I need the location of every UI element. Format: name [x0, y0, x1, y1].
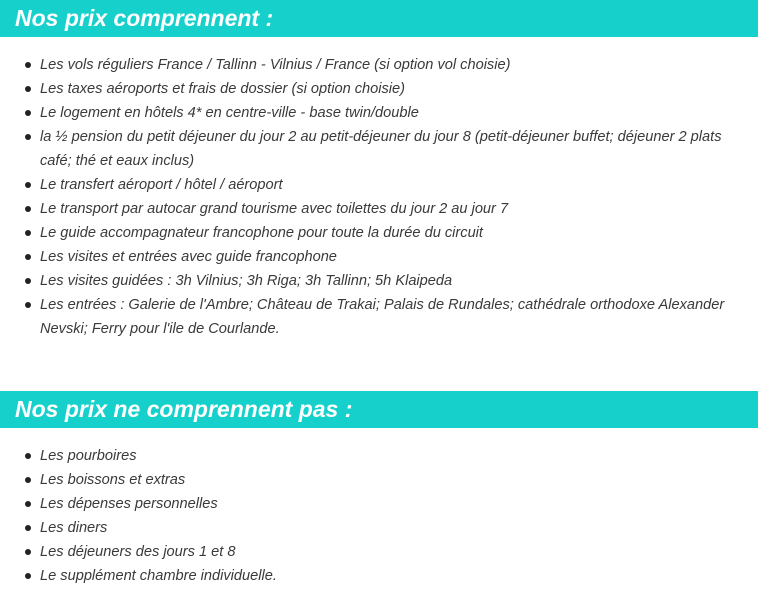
- bullet-icon: [25, 206, 31, 212]
- bullet-icon: [25, 182, 31, 188]
- list-item: [0, 468, 758, 492]
- list-item-text: Les diners: [40, 520, 108, 536]
- includes-list: [0, 53, 758, 341]
- bullet-icon: [25, 86, 31, 92]
- list-item-text: Les entrées : Galerie de l'Ambre; Château de Trakai; Palais de Rundales; cathédrale orthodoxe Alexander Nevski; Ferry pour l'ile de Courlande.: [40, 297, 725, 337]
- bullet-icon: [25, 278, 31, 284]
- bullet-icon: [25, 134, 31, 140]
- list-item: [0, 173, 758, 197]
- bullet-icon: [25, 62, 31, 68]
- bullet-icon: [25, 525, 31, 531]
- list-item: [0, 101, 758, 125]
- list-item: [0, 77, 758, 101]
- list-item: [0, 540, 758, 564]
- list-item: [0, 444, 758, 468]
- list-item: [0, 53, 758, 77]
- list-item-text: Le transport par autocar grand tourisme avec toilettes du jour 2 au jour 7: [40, 201, 509, 217]
- bullet-icon: [25, 110, 31, 116]
- excludes-section-title: Nos prix ne comprennent pas :: [0, 391, 758, 428]
- bullet-icon: [25, 254, 31, 260]
- excludes-list: [0, 444, 758, 588]
- list-item-text: Le supplément chambre individuelle.: [40, 568, 277, 584]
- list-item-text: Le transfert aéroport / hôtel / aéroport: [40, 177, 283, 193]
- bullet-icon: [25, 549, 31, 555]
- list-item-text: Les pourboires: [40, 448, 137, 464]
- list-item-text: Les visites et entrées avec guide francophone: [40, 249, 337, 265]
- list-item: [0, 245, 758, 269]
- list-item: [0, 492, 758, 516]
- list-item-text: la ½ pension du petit déjeuner du jour 2 au petit-déjeuner du jour 8 (petit-déjeuner buffet; déjeuner 2 plats café; thé et eaux inclus): [40, 129, 722, 169]
- list-item-text: Les taxes aéroports et frais de dossier (si option choisie): [40, 81, 406, 97]
- list-item: [0, 125, 758, 173]
- list-item: [0, 516, 758, 540]
- list-item: [0, 564, 758, 588]
- list-item: [0, 221, 758, 245]
- list-item-text: Le guide accompagnateur francophone pour toute la durée du circuit: [40, 225, 483, 241]
- list-item-text: Les dépenses personnelles: [40, 496, 218, 512]
- list-item: [0, 293, 758, 341]
- bullet-icon: [25, 302, 31, 308]
- bullet-icon: [25, 573, 31, 579]
- list-item: [0, 197, 758, 221]
- includes-section-title: Nos prix comprennent :: [0, 0, 758, 37]
- list-item-text: Le logement en hôtels 4* en centre-ville - base twin/double: [40, 105, 419, 121]
- list-item-text: Les déjeuners des jours 1 et 8: [40, 544, 236, 560]
- bullet-icon: [25, 230, 31, 236]
- list-item-text: Les boissons et extras: [40, 472, 186, 488]
- list-item-text: Les vols réguliers France / Tallinn - Vilnius / France (si option vol choisie): [40, 57, 511, 73]
- list-item: [0, 269, 758, 293]
- bullet-icon: [25, 477, 31, 483]
- list-item-text: Les visites guidées : 3h Vilnius; 3h Riga; 3h Tallinn; 5h Klaipeda: [40, 273, 453, 289]
- bullet-icon: [25, 453, 31, 459]
- bullet-icon: [25, 501, 31, 507]
